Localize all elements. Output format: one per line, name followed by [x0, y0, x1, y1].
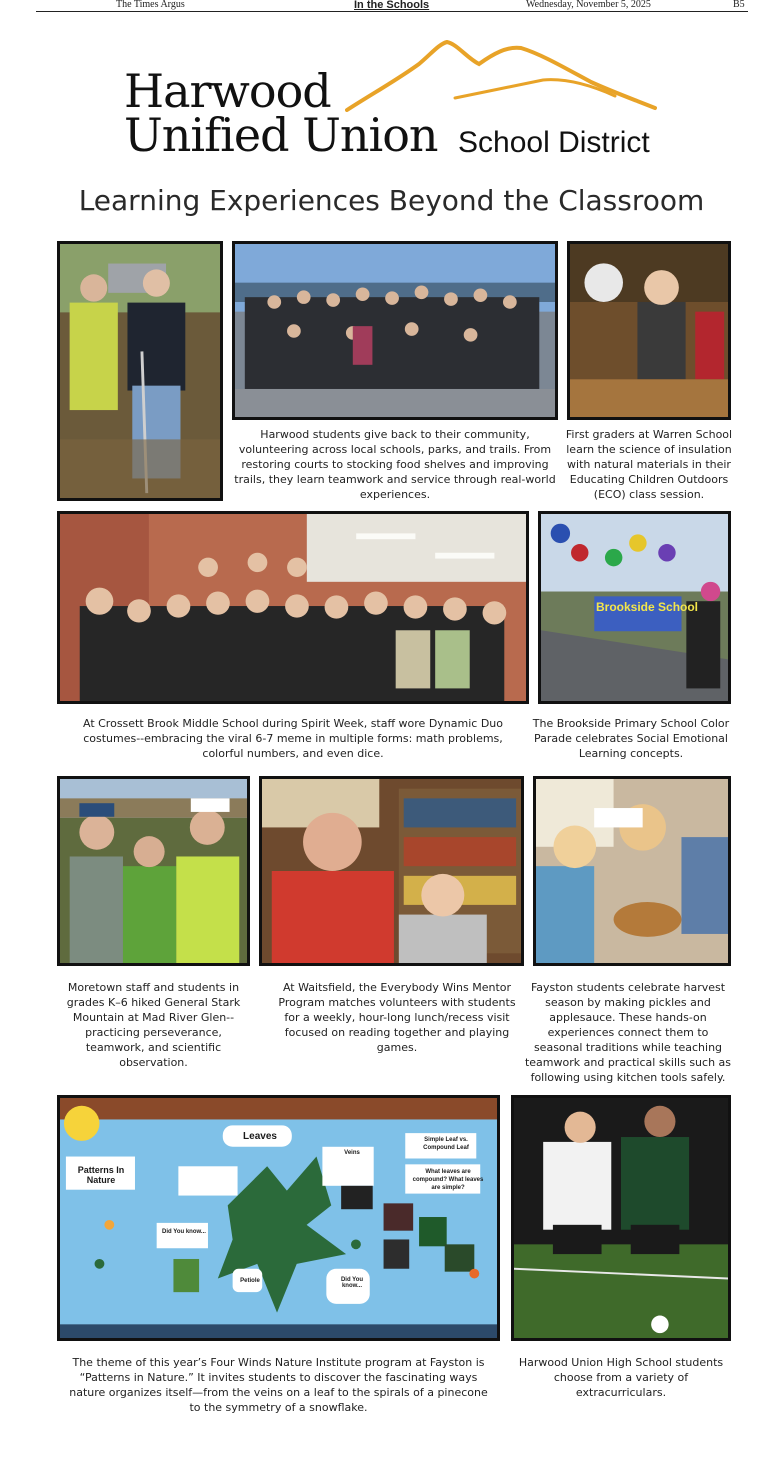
caption-color-parade: The Brookside Primary School Color Parade celebrates Social Emotional Learning concepts. [532, 717, 730, 760]
board-veins: Veins [344, 1150, 360, 1156]
photo-group-service [232, 241, 558, 420]
caption-harvest: Fayston students celebrate harvest season by making pickles and applesauce. These hands-on experiences connect them to seasonal traditions while teaching teamwork and practical skills such as following using kitchen tools safely. [524, 981, 732, 1084]
photo-trail-workers [57, 241, 223, 501]
caption-spirit-week: At Crossett Brook Middle School during Spirit Week, staff wore Dynamic Duo costumes--embracing the viral 6-7 meme in multiple forms: math problems, colorful numbers, and even dice. [82, 717, 504, 760]
photo-nature-board [57, 1095, 500, 1341]
board-petiole: Petiole [240, 1278, 260, 1284]
page-number: B5 [733, 0, 745, 10]
newspaper-header [36, 0, 748, 12]
logo-line-1: Harwood [124, 64, 331, 118]
caption-service: Harwood students give back to their community, volunteering across local schools, parks, and trails. From restoring courts to stocking food shelves and improving trails, they learn teamwork and service through real-world experiences. [234, 428, 556, 501]
board-compound-question: Simple Leaf vs. Compound Leaf [423, 1137, 469, 1151]
caption-nature: The theme of this year’s Four Winds Nature Institute program at Fayston is “Patterns in Nature.” It invites students to discover the fascinating ways nature organizes itself—from the veins on a leaf to the spirals of a pinecone to the symmetry of a snowflake. [69, 1356, 488, 1414]
page-title: Learning Experiences Beyond the Classroom [78, 184, 705, 217]
section-name: In the Schools [354, 0, 430, 11]
photo-eco-insulation [567, 241, 731, 420]
board-did-you-know-2: Did You know... [340, 1277, 364, 1289]
board-compound-question-2: What leaves are compound? What leaves are simple? [412, 1169, 484, 1191]
issue-date: Wednesday, November 5, 2025 [526, 0, 651, 10]
board-leaves-title: Leaves [243, 1131, 277, 1142]
caption-mentor: At Waitsfield, the Everybody Wins Mentor Program matches volunteers with students for a weekly, hour-long lunch/recess visit focused on reading together and playing games. [278, 981, 516, 1054]
parade-banner-text: Brookside School [596, 600, 699, 614]
board-did-you-know: Did You know... [162, 1229, 206, 1235]
caption-eco: First graders at Warren School learn the science of insulation with natural materials in their Educating Children Outdoors (ECO) class session. [565, 428, 733, 501]
mountain-logo-icon [345, 40, 657, 112]
photo-soccer [511, 1095, 731, 1341]
logo-line-2: Unified Union [124, 108, 438, 162]
photo-spirit-week [57, 511, 529, 704]
publication-name: The Times Argus [116, 0, 185, 10]
photo-harvest [533, 776, 731, 966]
photo-mentor-program [259, 776, 524, 966]
board-heading: Patterns In Nature [77, 1165, 125, 1185]
photo-moretown-hike [57, 776, 250, 966]
logo-line-3: School District [458, 126, 650, 159]
caption-moretown: Moretown staff and students in grades K–6 hiked General Stark Mountain at Mad River Glen-- practicing perseverance, teamwork, and scientific observation. [66, 981, 241, 1069]
caption-extracurricular: Harwood Union High School students choose from a variety of extracurriculars. [518, 1356, 724, 1399]
